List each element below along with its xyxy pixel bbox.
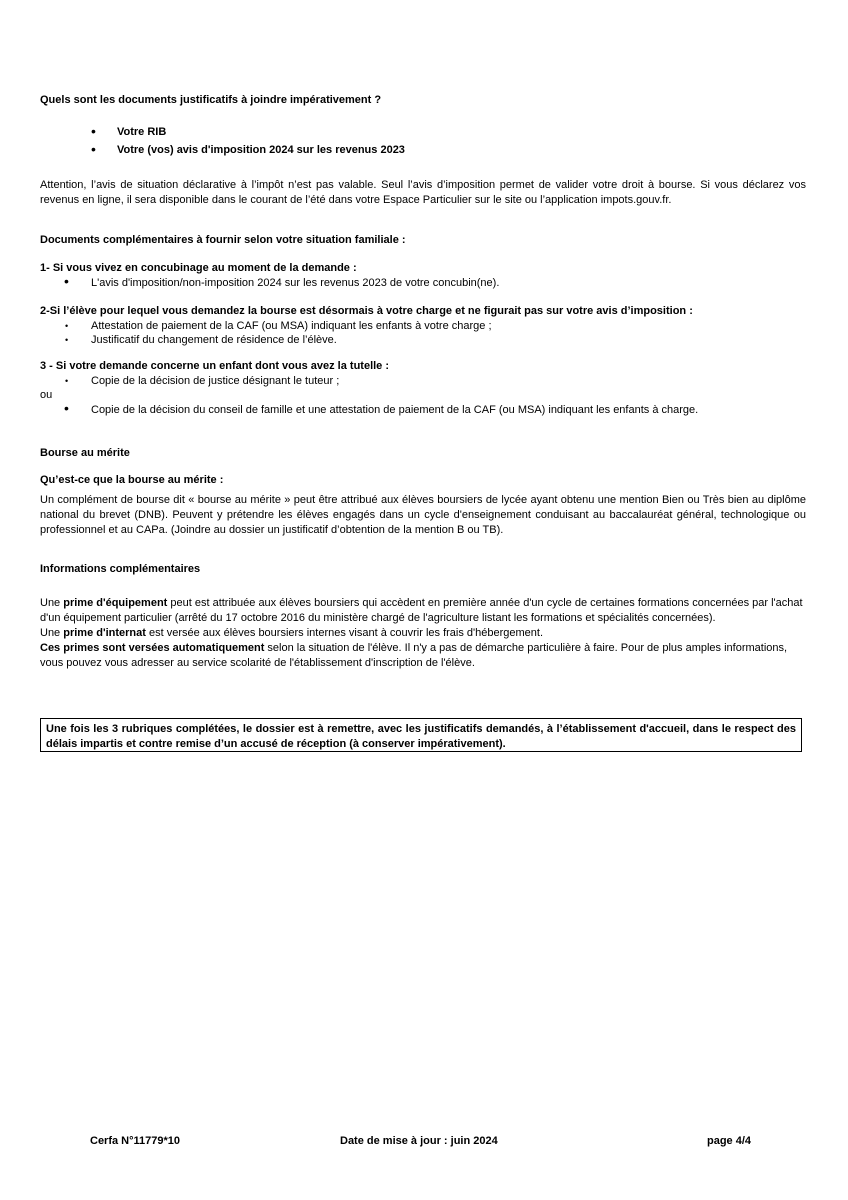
attention-paragraph: Attention, l’avis de situation déclarative à l’impôt n’est pas valable. Seul l’avis d’imposition permet de valider votre droit à bourse. Si vous déclarez vos revenus en ligne, il sera disponible dans le courant de l’été dans votre Espace Particulier sur le site ou l’application impots.gouv.fr. — [40, 179, 806, 206]
section-merit-subtitle: Qu’est-ce que la bourse au mérite : — [40, 474, 224, 486]
bullet-icon: • — [91, 141, 96, 157]
info-p1: Une prime d'équipement peut est attribuée aux élèves boursiers qui accèdent en première année d'un cycle de certaines formations concernées par l'achat d'un équipement particulier (arrêté du 17 octobre 2016 du ministère chargé de l'agriculture listant les formations et spécialités concernées). — [40, 597, 803, 624]
bullet-icon: • — [65, 321, 69, 331]
case3-item1: Copie de la décision de justice désignant le tuteur ; — [91, 375, 340, 387]
info-p2: Une prime d'internat est versée aux élèves boursiers internes visant à couvrir les frais d'hébergement. — [40, 627, 544, 639]
section-complementary-title: Documents complémentaires à fournir selon votre situation familiale : — [40, 234, 406, 246]
info-paragraphs — [40, 596, 806, 671]
footer-cerfa: Cerfa N°11779*10 — [90, 1135, 181, 1147]
case1-item: L'avis d'imposition/non-imposition 2024 sur les revenus 2023 de votre concubin(ne). — [91, 277, 500, 289]
section-docs-title: Quels sont les documents justificatifs à joindre impérativement ? — [40, 94, 382, 106]
case3-or: ou — [40, 389, 53, 401]
footer-update-date: Date de mise à jour : juin 2024 — [340, 1135, 498, 1147]
section-merit-title: Bourse au mérite — [40, 447, 130, 459]
merit-paragraph: Un complément de bourse dit « bourse au mérite » peut être attribué aux élèves boursiers de lycée ayant obtenu une mention Bien ou Très bien au diplôme national du brevet (DNB). Peuvent y prétendre les élèves engagés dans un cycle d'enseignement conduisant au baccalauréat général, technologique ou professionnel et au CAPa. (Joindre au dossier un justificatif d’obtention de la mention B ou TB). — [40, 494, 806, 536]
bullet-icon: • — [65, 376, 69, 386]
case3-title: 3 - Si votre demande concerne un enfant dont vous avez la tutelle : — [40, 360, 390, 372]
bullet-icon: • — [64, 400, 69, 416]
info-p3: Ces primes sont versées automatiquement selon la situation de l'élève. Il n'y a pas de démarche particulière à faire. Pour de plus amples informations, vous pouvez vous adresser au service scolarité de l'établissement d'inscription de l'élève. — [40, 642, 788, 669]
bullet-icon: • — [65, 335, 69, 345]
section-info-title: Informations complémentaires — [40, 563, 201, 575]
docs-item-rib: Votre RIB — [117, 126, 167, 138]
footer-page-number: page 4/4 — [707, 1135, 752, 1147]
bullet-icon: • — [64, 273, 69, 289]
submission-notice-box: Une fois les 3 rubriques complétées, le dossier est à remettre, avec les justificatifs demandés, à l’établissement d'accueil, dans le respect des délais impartis et contre remise d’un accusé de réception (à conserver impérativement). — [40, 718, 802, 752]
case2-title: 2-Si l’élève pour lequel vous demandez la bourse est désormais à votre charge et ne figurait pas sur votre avis d’imposition : — [40, 305, 693, 317]
case2-item: Justificatif du changement de résidence de l’élève. — [91, 334, 337, 346]
docs-item-avis: Votre (vos) avis d'imposition 2024 sur les revenus 2023 — [117, 144, 405, 156]
bullet-icon: • — [91, 123, 96, 139]
case2-item: Attestation de paiement de la CAF (ou MSA) indiquant les enfants à votre charge ; — [91, 320, 492, 332]
case1-title: 1- Si vous vivez en concubinage au moment de la demande : — [40, 262, 357, 274]
case3-item2: Copie de la décision du conseil de famille et une attestation de paiement de la CAF (ou MSA) indiquant les enfants à charge. — [91, 404, 699, 416]
